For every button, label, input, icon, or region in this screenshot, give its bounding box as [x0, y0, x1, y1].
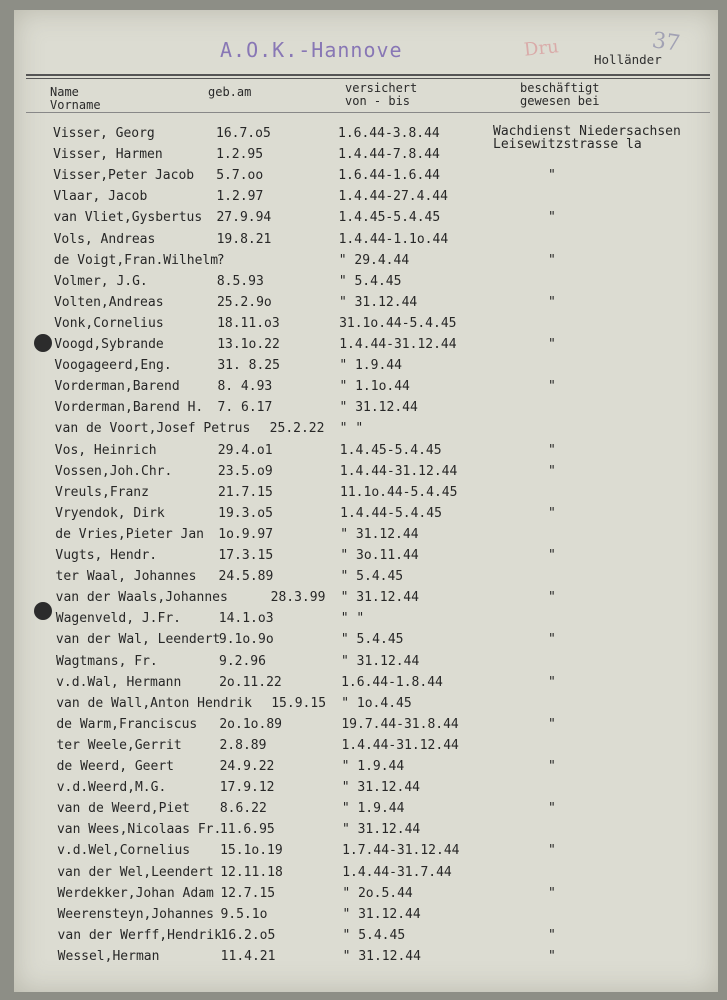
row-employer: " — [548, 948, 556, 964]
table-row — [0, 569, 727, 590]
nationality-label: Holländer — [594, 52, 662, 67]
row-name: Voogageerd,Eng. — [54, 358, 172, 374]
row-insured-period: " 1o.4.45 — [341, 695, 412, 711]
row-employer: " — [548, 843, 556, 859]
row-employer: " — [548, 548, 556, 563]
row-insured-period: 1.7.44-31.12.44 — [342, 843, 460, 859]
row-insured-period: 1.4.44-31.12.44 — [339, 463, 458, 479]
row-birth-date: 11.4.21 — [220, 948, 276, 964]
row-birth-date: 8.6.22 — [219, 801, 267, 817]
row-employer: " — [548, 294, 556, 310]
row-name: van der Werff,Hendrik — [57, 927, 222, 943]
table-row — [0, 865, 727, 886]
row-name: de Warm,Franciscus — [56, 716, 198, 732]
row-employer: " — [548, 716, 556, 732]
row-birth-date: 7. 6.17 — [217, 400, 273, 416]
row-insured-period: " 3o.11.44 — [340, 548, 419, 563]
row-name: Wessel,Herman — [57, 948, 160, 964]
table-row — [0, 928, 727, 949]
table-row — [0, 611, 727, 632]
row-insured-period: " 31.12.44 — [342, 948, 421, 964]
column-header-name — [50, 86, 101, 112]
row-name: van de Weerd,Piet — [56, 801, 190, 817]
row-insured-period: 1.4.44-7.8.44 — [338, 147, 440, 163]
row-name: de Weerd, Geert — [56, 759, 174, 774]
row-insured-period: " " — [339, 421, 364, 437]
row-employer: " — [548, 210, 556, 226]
row-name: v.d.Weerd,M.G. — [56, 780, 167, 796]
table-row — [0, 675, 727, 696]
row-name: van der Wal, Leendert — [55, 632, 221, 648]
row-name: ter Waal, Johannes — [55, 569, 197, 585]
table-row — [0, 464, 727, 485]
column-header-insured-line2: von - bis — [345, 94, 411, 108]
row-insured-period: " 1.9.44 — [341, 801, 405, 817]
row-name: van Vliet,Gysbertus — [53, 210, 203, 226]
column-header-employed-line1: beschäftigt — [520, 81, 600, 95]
row-name: de Vries,Pieter Jan — [55, 526, 204, 542]
row-name: Vugts, Hendr. — [55, 548, 158, 563]
row-insured-period: " 5.4.45 — [342, 927, 406, 943]
row-birth-date: 13.1o.22 — [217, 337, 280, 352]
row-insured-period: 1.4.44-31.12.44 — [339, 337, 457, 352]
table-row — [0, 210, 727, 231]
row-name: v.d.Wal, Hermann — [56, 674, 182, 690]
row-birth-date: 23.5.o9 — [217, 463, 273, 479]
table-row — [0, 443, 727, 464]
row-insured-period: " 31.12.44 — [340, 590, 419, 606]
row-insured-period: " 31.12.44 — [341, 653, 420, 669]
row-insured-period: " 31.12.44 — [341, 822, 421, 838]
row-birth-date: 29.4.o1 — [217, 442, 273, 458]
row-birth-date: 2o.1o.89 — [219, 716, 282, 732]
row-birth-date: 9.2.96 — [219, 653, 266, 669]
row-birth-date: 5.7.oo — [216, 168, 264, 184]
row-name: van de Wall,Anton Hendrik — [56, 695, 252, 711]
table-row — [0, 400, 727, 421]
row-insured-period: " 31.12.44 — [340, 526, 419, 542]
row-name: van de Voort,Josef Petrus — [54, 421, 251, 437]
column-header-birth: geb.am — [208, 85, 252, 99]
row-name: van der Wel,Leendert — [57, 864, 214, 880]
row-name: Vorderman,Barend H. — [54, 400, 204, 416]
header-rule-second — [26, 78, 710, 79]
table-row — [0, 253, 727, 274]
row-birth-date: 17.9.12 — [219, 780, 275, 796]
row-insured-period: " 1.9.44 — [341, 759, 405, 774]
table-row — [0, 147, 727, 168]
column-header-employed — [520, 82, 599, 108]
row-insured-period: " 5.4.45 — [340, 569, 404, 585]
column-header-name-line2: Vorname — [50, 98, 101, 112]
row-insured-period: 1.4.44-27.4.44 — [338, 189, 448, 205]
row-employer: " — [548, 759, 556, 774]
table-row — [0, 506, 727, 527]
row-insured-period: 1.6.44-1.8.44 — [341, 674, 443, 690]
header-rule-bottom — [26, 112, 710, 113]
table-row — [0, 822, 727, 843]
table-row — [0, 632, 727, 653]
table-row — [0, 485, 727, 506]
row-birth-date: 15.9.15 — [271, 695, 327, 711]
row-name: Volmer, J.G. — [53, 273, 148, 289]
table-row — [0, 274, 727, 295]
table-row — [0, 738, 727, 759]
table-row — [0, 126, 727, 147]
row-insured-period: 1.4.44-31.7.44 — [342, 864, 452, 880]
row-insured-period: " 31.12.44 — [338, 294, 418, 310]
row-insured-period: 19.7.44-31.8.44 — [341, 716, 459, 732]
page-number: 37 — [650, 28, 682, 57]
row-name: Visser, Georg — [53, 126, 155, 141]
table-row — [0, 527, 727, 548]
row-name: Werdekker,Johan Adam — [57, 885, 214, 901]
row-name: v.d.Wel,Cornelius — [57, 843, 191, 859]
table-row — [0, 232, 727, 253]
row-name: Vlaar, Jacob — [53, 189, 148, 205]
row-birth-date: 8. 4.93 — [217, 379, 273, 395]
table-row — [0, 548, 727, 569]
row-birth-date: 19.3.o5 — [218, 505, 273, 521]
row-birth-date: 24.9.22 — [219, 759, 275, 774]
row-name: Wagenveld, J.Fr. — [55, 611, 181, 627]
row-name: Vonk,Cornelius — [54, 315, 164, 331]
row-employer: " — [548, 674, 556, 690]
row-employer: " — [548, 442, 556, 458]
table-row — [0, 717, 727, 738]
row-birth-date: 16.7.o5 — [216, 126, 271, 141]
employer-address: Leisewitzstrasse la — [493, 137, 642, 152]
row-insured-period: 1.4.45-5.4.45 — [338, 210, 441, 226]
row-employer: " — [548, 252, 556, 268]
row-birth-date: 1.2.95 — [216, 147, 264, 163]
table-row — [0, 421, 727, 442]
row-employer: " — [548, 632, 556, 648]
column-header-insured — [345, 82, 417, 108]
table-row — [0, 295, 727, 316]
row-insured-period: 11.1o.44-5.4.45 — [340, 484, 458, 500]
row-employer: " — [548, 927, 556, 943]
row-birth-date: 18.11.o3 — [217, 315, 280, 331]
table-row — [0, 843, 727, 864]
row-insured-period: 1.6.44-1.6.44 — [338, 168, 440, 184]
punch-hole-upper — [34, 334, 52, 352]
column-header-insured-line1: versichert — [345, 81, 418, 95]
row-birth-date: 25.2.22 — [269, 421, 325, 437]
row-birth-date: 12.7.15 — [220, 885, 276, 901]
row-employer: " — [548, 379, 556, 395]
row-name: Wagtmans, Fr. — [56, 653, 158, 669]
table-row — [0, 316, 727, 337]
row-employer: " — [548, 885, 556, 901]
row-birth-date: 1o.9.97 — [218, 526, 274, 542]
row-name: Weerensteyn,Johannes — [57, 906, 214, 922]
table-row — [0, 358, 727, 379]
row-insured-period: " 31.12.44 — [339, 400, 418, 416]
row-name: Visser, Harmen — [53, 147, 163, 163]
row-birth-date: 25.2.9o — [216, 294, 272, 310]
table-row — [0, 759, 727, 780]
table-row — [0, 696, 727, 717]
row-birth-date: 16.2.o5 — [220, 927, 276, 943]
table-row — [0, 168, 727, 189]
row-employer: " — [548, 590, 556, 606]
row-insured-period: 1.4.44-31.12.44 — [341, 737, 459, 753]
table-row — [0, 801, 727, 822]
row-name: ter Weele,Gerrit — [56, 737, 182, 753]
row-insured-period: " 29.4.44 — [338, 252, 410, 268]
row-employer: " — [548, 801, 556, 817]
row-name: van Wees,Nicolaas Fr. — [56, 822, 222, 838]
punch-hole-lower — [34, 602, 52, 620]
pencil-mark: Dru — [522, 36, 560, 61]
row-name: Visser,Peter Jacob — [53, 168, 195, 184]
column-header-employed-line2: gewesen bei — [520, 94, 600, 108]
table-row — [0, 590, 727, 611]
row-insured-period: " 1.9.44 — [339, 358, 402, 374]
row-birth-date: 2o.11.22 — [219, 674, 282, 690]
row-birth-date: 1.2.97 — [216, 189, 264, 205]
row-birth-date: 9.5.1o — [220, 906, 268, 922]
row-insured-period: 31.1o.44-5.4.45 — [339, 315, 457, 331]
row-employer: " — [548, 505, 556, 521]
row-insured-period: " 2o.5.44 — [342, 885, 413, 901]
row-birth-date: 21.7.15 — [218, 484, 273, 500]
row-name: Vos, Heinrich — [54, 442, 157, 458]
table-row — [0, 780, 727, 801]
row-name: van der Waals,Johannes — [55, 590, 228, 606]
row-name: Voogd,Sybrande — [54, 337, 164, 352]
row-birth-date: 14.1.o3 — [218, 611, 274, 627]
table-row — [0, 337, 727, 358]
row-birth-date: 11.6.95 — [219, 822, 275, 838]
row-name: de Voigt,Fran.Wilhelm — [53, 252, 219, 268]
row-employer: " — [548, 168, 556, 184]
row-insured-period: 1.4.45-5.4.45 — [339, 442, 442, 458]
table-row — [0, 949, 727, 970]
row-insured-period: " 1.1o.44 — [339, 379, 410, 395]
row-insured-period: 1.6.44-3.8.44 — [338, 126, 440, 141]
row-insured-period: " 31.12.44 — [342, 906, 421, 922]
row-insured-period: " " — [340, 611, 365, 627]
row-birth-date: 24.5.89 — [218, 569, 274, 585]
row-birth-date: 19.8.21 — [216, 231, 272, 247]
row-name: Vossen,Joh.Chr. — [54, 463, 173, 479]
row-insured-period: 1.4.44-1.1o.44 — [338, 231, 449, 247]
row-birth-date: 17.3.15 — [218, 548, 274, 563]
row-insured-period: " 5.4.45 — [340, 632, 404, 648]
row-birth-date: 15.1o.19 — [220, 843, 283, 859]
row-birth-date: 31. 8.25 — [217, 358, 280, 374]
row-name: Vorderman,Barend — [54, 379, 180, 395]
row-employer: " — [548, 463, 556, 479]
row-birth-date: 2.8.89 — [219, 737, 267, 753]
row-employer: " — [548, 337, 556, 352]
row-name: Volten,Andreas — [53, 294, 164, 310]
office-stamp: A.O.K.-Hannove — [220, 38, 403, 62]
row-insured-period: 1.4.44-5.4.45 — [340, 505, 442, 521]
row-birth-date: 28.3.99 — [270, 590, 326, 606]
employer-name: Wachdienst Niedersachsen — [493, 124, 681, 139]
row-name: Vols, Andreas — [53, 231, 156, 247]
row-birth-date: 9.1o.9o — [218, 632, 274, 648]
table-row — [0, 379, 727, 400]
table-row — [0, 907, 727, 928]
row-birth-date: 27.9.94 — [216, 210, 272, 226]
row-insured-period: " 31.12.44 — [341, 780, 420, 796]
row-insured-period: " 5.4.45 — [338, 273, 402, 289]
row-birth-date: 12.11.18 — [220, 864, 283, 880]
table-row — [0, 886, 727, 907]
row-name: Vryendok, Dirk — [55, 505, 165, 521]
row-birth-date: 8.5.93 — [216, 273, 264, 289]
column-header-name-line1: Name — [50, 85, 79, 99]
row-name: Vreuls,Franz — [55, 484, 149, 500]
row-birth-date: ? — [216, 252, 225, 268]
header-rule-top — [26, 74, 710, 76]
table-row — [0, 189, 727, 210]
table-row — [0, 654, 727, 675]
